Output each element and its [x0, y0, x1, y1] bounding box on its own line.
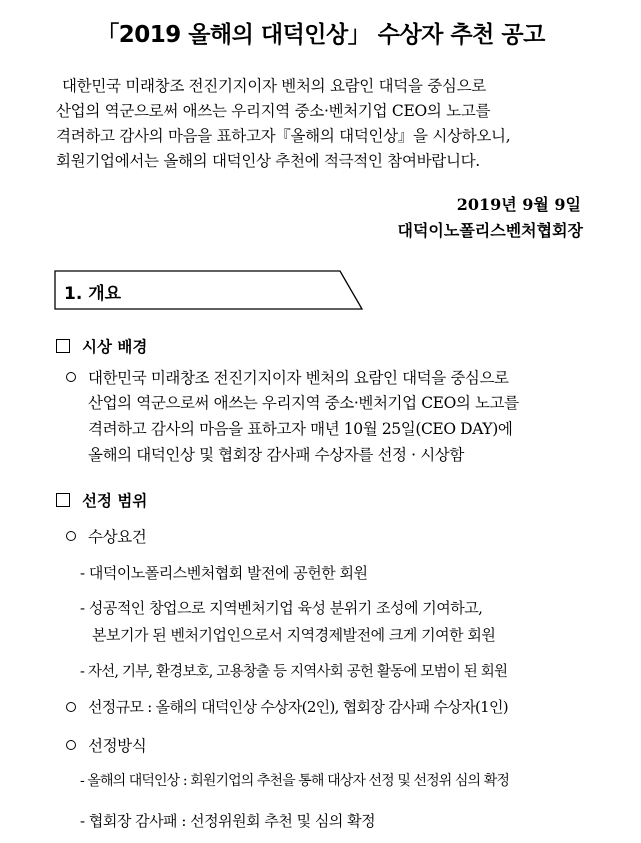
- requirements-label: 수상요건: [88, 528, 147, 546]
- requirement-item: - 자선, 기부, 환경보호, 고용창출 등 지역사회 공헌 활동에 모범이 된 회원: [80, 664, 508, 680]
- selection-scale: 선정규모 : 올해의 대덕인상 수상자(2인), 협회장 감사패 수상자(1인): [88, 698, 508, 716]
- scope-heading: [56, 489, 147, 511]
- background-heading: [56, 335, 147, 357]
- background-line: 올해의 대덕인상 및 협회장 감사패 수상자를 선정 · 시상함: [88, 446, 464, 464]
- requirement-item: 본보기가 된 벤처기업인으로서 지역경제발전에 크게 기여한 회원: [92, 626, 496, 644]
- scope-heading-label: 선정 범위: [82, 492, 148, 510]
- background-heading-label: 시상 배경: [82, 338, 148, 356]
- intro-line: 회원기업에서는 올해의 대덕인상 추천에 적극적인 참여바랍니다.: [56, 152, 480, 170]
- requirement-item: - 대덕이노폴리스벤처협회 발전에 공헌한 회원: [80, 564, 368, 582]
- announcement-date: 2019년 9월 9일: [456, 195, 581, 214]
- background-line: 대한민국 미래창조 전진기지이자 벤처의 요람인 대덕을 중심으로: [88, 369, 509, 387]
- method-label: 선정방식: [88, 737, 147, 755]
- square-bullet-icon: [56, 339, 70, 353]
- intro-line: 산업의 역군으로써 애쓰는 우리지역 중소·벤처기업 CEO의 노고를: [56, 102, 491, 120]
- section-title: 1. 개요: [64, 284, 122, 304]
- organization-name: 대덕이노폴리스벤처협회장: [397, 221, 583, 240]
- square-bullet-icon: [56, 493, 70, 507]
- method-item: - 올해의 대덕인상 : 회원기업의 추천을 통해 대상자 선정 및 선정위 심의 확정: [80, 773, 509, 789]
- intro-line: 격려하고 감사의 마음을 표하고자『올해의 대덕인상』을 시상하오니,: [56, 127, 511, 145]
- requirement-item: - 성공적인 창업으로 지역벤처기업 육성 분위기 조성에 기여하고,: [80, 599, 483, 617]
- circle-bullet-icon: [66, 372, 76, 382]
- page-title: 「2019 올해의 대덕인상」 수상자 추천 공고: [96, 22, 545, 48]
- intro-line: 대한민국 미래창조 전진기지이자 벤처의 요람인 대덕을 중심으로: [62, 77, 486, 95]
- circle-bullet-icon: [66, 531, 76, 541]
- circle-bullet-icon: [66, 702, 76, 712]
- method-item: - 협회장 감사패 : 선정위원회 추천 및 심의 확정: [80, 812, 376, 830]
- circle-bullet-icon: [66, 740, 76, 750]
- background-line: 격려하고 감사의 마음을 표하고자 매년 10월 25일(CEO DAY)에: [88, 420, 513, 438]
- background-line: 산업의 역군으로써 애쓰는 우리지역 중소·벤처기업 CEO의 노고를: [88, 394, 519, 412]
